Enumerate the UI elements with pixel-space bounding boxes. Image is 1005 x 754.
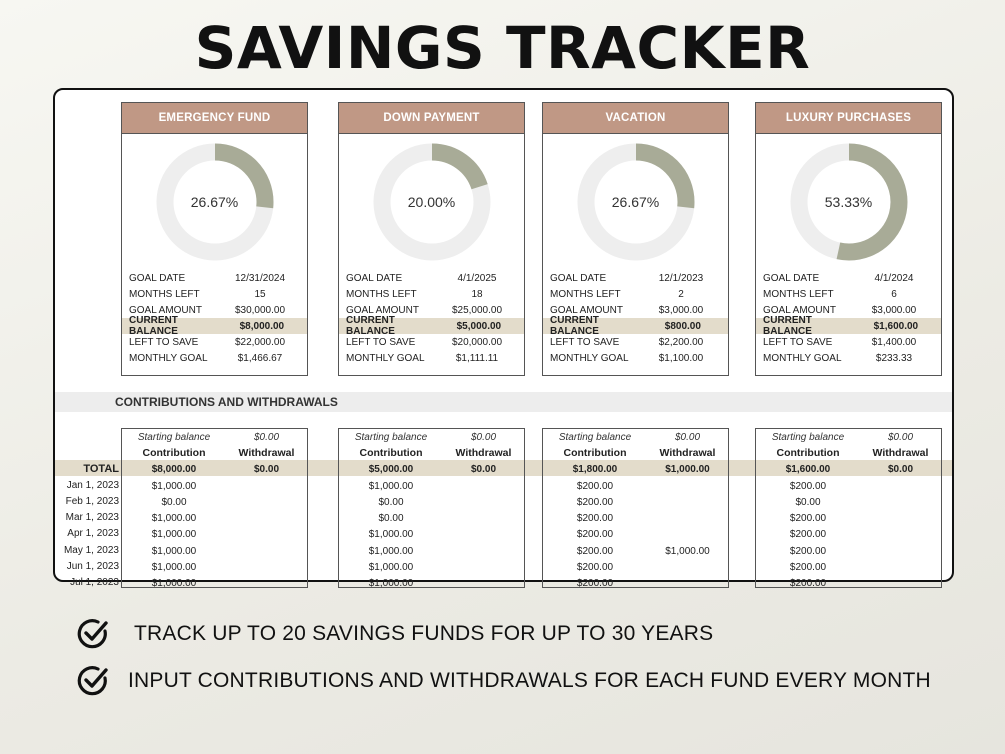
column-headers	[122, 445, 307, 461]
stat-value: $20,000.00	[451, 336, 503, 348]
stat-value: 4/1/2025	[457, 272, 497, 284]
total-withdrawal: $0.00	[887, 464, 914, 476]
stat-row-goal-date	[339, 270, 524, 286]
stat-label: LEFT TO SAVE	[346, 336, 416, 348]
progress-percent: 53.33%	[824, 194, 873, 210]
progress-donut	[372, 142, 492, 262]
stat-value: 15	[254, 288, 266, 300]
contribution-header: Contribution	[776, 447, 840, 460]
stat-label: MONTHLY GOAL	[129, 352, 208, 364]
contribution-cell[interactable]: $200.00	[576, 496, 614, 508]
stat-value: $800.00	[664, 320, 701, 332]
withdrawal-header: Withdrawal	[238, 447, 295, 460]
contributions-table	[338, 428, 525, 588]
stat-label: GOAL AMOUNT	[550, 304, 623, 316]
stat-row-monthly-goal	[756, 350, 941, 366]
progress-donut	[576, 142, 696, 262]
stat-row-current-balance	[339, 315, 524, 337]
stat-label: LEFT TO SAVE	[129, 336, 199, 348]
table-row	[543, 510, 728, 526]
stat-row-current-balance	[122, 315, 307, 337]
fund-stats	[339, 270, 524, 366]
starting-balance-row	[339, 429, 524, 445]
contribution-cell[interactable]: $200.00	[576, 562, 614, 574]
stat-value: 6	[891, 288, 897, 300]
table-row	[543, 559, 728, 575]
stat-row-goal-date	[122, 270, 307, 286]
contribution-header: Contribution	[359, 447, 423, 460]
fund-stats	[122, 270, 307, 366]
contribution-cell[interactable]: $1,000.00	[151, 480, 197, 492]
contribution-cell[interactable]: $200.00	[576, 545, 614, 557]
contribution-cell[interactable]: $200.00	[576, 513, 614, 525]
fund-card	[121, 102, 308, 376]
section-title: CONTRIBUTIONS AND WITHDRAWALS	[115, 395, 338, 409]
stat-value: $3,000.00	[871, 304, 917, 316]
contributions-table	[121, 428, 308, 588]
stat-value: 12/31/2024	[234, 272, 286, 284]
withdrawal-header: Withdrawal	[872, 447, 929, 460]
contribution-cell[interactable]: $1,000.00	[368, 578, 414, 590]
progress-donut	[789, 142, 909, 262]
table-row	[339, 494, 524, 510]
contribution-cell[interactable]: $200.00	[789, 578, 827, 590]
stat-value: 18	[471, 288, 483, 300]
contribution-cell[interactable]: $200.00	[789, 562, 827, 574]
table-row	[339, 576, 524, 592]
total-row	[339, 462, 524, 478]
fund-name: VACATION	[543, 103, 728, 134]
contribution-cell[interactable]: $1,000.00	[151, 513, 197, 525]
stat-label: GOAL AMOUNT	[763, 304, 836, 316]
withdrawal-cell[interactable]: $1,000.00	[665, 545, 710, 557]
stat-row-current-balance	[543, 315, 728, 337]
stat-value: $3,000.00	[658, 304, 704, 316]
stat-label: CURRENT BALANCE	[346, 315, 395, 337]
table-row	[122, 559, 307, 575]
contribution-header: Contribution	[142, 447, 206, 460]
stat-label: MONTHS LEFT	[763, 288, 834, 300]
stat-row-goal-date	[756, 270, 941, 286]
contributions-table	[542, 428, 729, 588]
starting-balance-row	[756, 429, 941, 445]
table-row	[756, 543, 941, 559]
column-headers	[543, 445, 728, 461]
table-row	[122, 576, 307, 592]
stat-value: $30,000.00	[234, 304, 286, 316]
stat-row-months-left	[543, 286, 728, 302]
total-contribution: $1,800.00	[572, 464, 618, 476]
starting-balance-value[interactable]: $0.00	[674, 431, 701, 443]
contribution-cell[interactable]: $0.00	[161, 496, 187, 508]
contribution-cell[interactable]: $1,000.00	[368, 480, 414, 492]
date-cell: Apr 1, 2023	[67, 528, 119, 540]
contribution-cell[interactable]: $200.00	[789, 545, 827, 557]
feature-text: TRACK UP TO 20 SAVINGS FUNDS FOR UP TO 30 YEARS	[134, 622, 714, 645]
table-row	[122, 478, 307, 494]
stat-label: CURRENT BALANCE	[129, 315, 178, 337]
starting-balance-label: Starting balance	[558, 431, 632, 443]
contribution-cell[interactable]: $1,000.00	[368, 529, 414, 541]
stat-row-current-balance	[756, 315, 941, 337]
progress-percent: 26.67%	[611, 194, 660, 210]
table-row	[339, 510, 524, 526]
stat-label: CURRENT BALANCE	[763, 315, 812, 337]
fund-card	[755, 102, 942, 376]
stat-label: MONTHLY GOAL	[346, 352, 425, 364]
contribution-cell[interactable]: $0.00	[795, 496, 821, 508]
stat-label: LEFT TO SAVE	[550, 336, 620, 348]
stat-value: $233.33	[875, 352, 913, 364]
starting-balance-label: Starting balance	[771, 431, 845, 443]
total-row	[543, 462, 728, 478]
table-row	[543, 478, 728, 494]
contribution-cell[interactable]: $1,000.00	[151, 578, 197, 590]
page-title: SAVINGS TRACKER	[194, 14, 811, 82]
starting-balance-label: Starting balance	[137, 431, 211, 443]
date-cell: Feb 1, 2023	[65, 495, 119, 507]
stat-value: $25,000.00	[451, 304, 503, 316]
stat-label: GOAL AMOUNT	[346, 304, 419, 316]
progress-percent: 20.00%	[407, 194, 456, 210]
table-row	[339, 527, 524, 543]
stat-row-monthly-goal	[122, 350, 307, 366]
table-row	[756, 576, 941, 592]
feature-text: INPUT CONTRIBUTIONS AND WITHDRAWALS FOR EACH FUND EVERY MONTH	[128, 669, 931, 692]
stat-value: $1,400.00	[871, 336, 917, 348]
table-row	[543, 576, 728, 592]
date-cell: Mar 1, 2023	[65, 512, 119, 524]
stat-value: 12/1/2023	[658, 272, 704, 284]
total-contribution: $1,600.00	[785, 464, 831, 476]
total-row	[122, 462, 307, 478]
date-cell: Jun 1, 2023	[66, 561, 119, 573]
stat-row-months-left	[122, 286, 307, 302]
contribution-cell[interactable]: $0.00	[378, 496, 404, 508]
table-row	[122, 494, 307, 510]
withdrawal-header: Withdrawal	[659, 447, 716, 460]
total-withdrawal: $0.00	[470, 464, 497, 476]
table-row	[756, 510, 941, 526]
starting-balance-row	[122, 429, 307, 445]
stat-label: MONTHS LEFT	[129, 288, 200, 300]
stat-value: 4/1/2024	[874, 272, 914, 284]
contribution-cell[interactable]: $1,000.00	[151, 562, 197, 574]
section-header	[55, 392, 952, 412]
check-circle-icon	[76, 664, 110, 698]
stat-value: $1,111.11	[455, 352, 499, 364]
feature-item	[76, 617, 713, 651]
contribution-cell[interactable]: $200.00	[789, 480, 827, 492]
fund-stats	[756, 270, 941, 366]
fund-card	[338, 102, 525, 376]
stat-label: MONTHLY GOAL	[550, 352, 629, 364]
contributions-table	[755, 428, 942, 588]
table-row	[756, 527, 941, 543]
total-row	[756, 462, 941, 478]
contribution-cell[interactable]: $200.00	[789, 513, 827, 525]
starting-balance-label: Starting balance	[354, 431, 428, 443]
progress-donut	[155, 142, 275, 262]
fund-name: LUXURY PURCHASES	[756, 103, 941, 134]
table-row	[543, 494, 728, 510]
stat-value: 2	[678, 288, 684, 300]
contribution-cell[interactable]: $0.00	[378, 513, 404, 525]
starting-balance-value[interactable]: $0.00	[253, 431, 280, 443]
fund-name: DOWN PAYMENT	[339, 103, 524, 134]
stat-label: GOAL DATE	[763, 272, 820, 284]
stat-label: GOAL DATE	[346, 272, 403, 284]
fund-stats	[543, 270, 728, 366]
table-row	[122, 543, 307, 559]
total-label: TOTAL	[83, 462, 119, 475]
stat-row-monthly-goal	[339, 350, 524, 366]
column-headers	[756, 445, 941, 461]
table-row	[122, 510, 307, 526]
stat-row-goal-date	[543, 270, 728, 286]
stat-row-months-left	[339, 286, 524, 302]
starting-balance-row	[543, 429, 728, 445]
stat-label: MONTHS LEFT	[346, 288, 417, 300]
contribution-cell[interactable]: $200.00	[789, 529, 827, 541]
stat-value: $1,466.67	[237, 352, 283, 364]
contribution-cell[interactable]: $200.00	[576, 529, 614, 541]
contribution-header: Contribution	[563, 447, 627, 460]
table-row	[756, 559, 941, 575]
column-headers	[339, 445, 524, 461]
stat-label: MONTHLY GOAL	[763, 352, 842, 364]
stat-value: $1,600.00	[873, 320, 919, 332]
feature-item	[76, 664, 931, 698]
contribution-cell[interactable]: $1,000.00	[151, 545, 197, 557]
date-cell: Jan 1, 2023	[66, 479, 119, 491]
stat-value: $5,000.00	[456, 320, 502, 332]
stat-label: GOAL AMOUNT	[129, 304, 202, 316]
table-row	[543, 543, 728, 559]
stat-label: MONTHS LEFT	[550, 288, 621, 300]
total-contribution: $5,000.00	[368, 464, 414, 476]
stat-row-monthly-goal	[543, 350, 728, 366]
total-withdrawal: $0.00	[253, 464, 280, 476]
table-row	[543, 527, 728, 543]
contribution-cell[interactable]: $1,000.00	[151, 529, 197, 541]
stat-value: $22,000.00	[234, 336, 286, 348]
date-cell: May 1, 2023	[63, 544, 119, 556]
starting-balance-value[interactable]: $0.00	[470, 431, 497, 443]
stat-label: LEFT TO SAVE	[763, 336, 833, 348]
progress-percent: 26.67%	[190, 194, 239, 210]
stat-row-months-left	[756, 286, 941, 302]
table-row	[122, 527, 307, 543]
stat-label: GOAL DATE	[550, 272, 607, 284]
date-cell: Jul 1, 2023	[70, 577, 119, 589]
date-column	[55, 428, 119, 591]
table-row	[756, 478, 941, 494]
table-row	[339, 543, 524, 559]
fund-name: EMERGENCY FUND	[122, 103, 307, 134]
table-row	[339, 559, 524, 575]
table-row	[339, 478, 524, 494]
contribution-cell[interactable]: $200.00	[576, 480, 614, 492]
stat-value: $8,000.00	[239, 320, 285, 332]
stat-value: $1,100.00	[658, 352, 704, 364]
total-contribution: $8,000.00	[151, 464, 197, 476]
starting-balance-value[interactable]: $0.00	[887, 431, 914, 443]
check-circle-icon	[76, 617, 110, 651]
spreadsheet-panel	[53, 88, 954, 590]
contribution-cell[interactable]: $1,000.00	[368, 545, 414, 557]
stat-value: $2,200.00	[658, 336, 704, 348]
total-withdrawal: $1,000.00	[665, 464, 710, 476]
table-row	[756, 494, 941, 510]
contribution-cell[interactable]: $200.00	[576, 578, 614, 590]
contribution-cell[interactable]: $1,000.00	[368, 562, 414, 574]
stat-label: CURRENT BALANCE	[550, 315, 599, 337]
fund-card	[542, 102, 729, 376]
withdrawal-header: Withdrawal	[455, 447, 512, 460]
stat-label: GOAL DATE	[129, 272, 186, 284]
